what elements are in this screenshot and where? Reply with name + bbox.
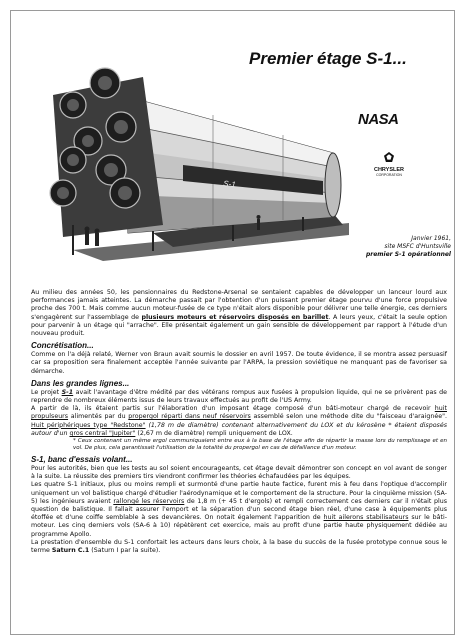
gl-p1-text: Le projet: [31, 388, 62, 396]
document-page: [10, 10, 455, 635]
be-p2-text-b: de 1,8 m (+ 45 t d'ergols) et rempli correctement ces derniers car il n'était plus question de balistique. Il fallait assurer l'emport et la séparation d'un second étage bien réel, d'une case à équipements plus étoffée et d'une coiffe semblable à ses devancières. On notait également l'apparition de: [31, 497, 447, 522]
intro-paragraph: [31, 289, 447, 338]
nasa-logo: NASA: [358, 111, 399, 128]
hull-marking: S-1: [222, 179, 237, 190]
section-heading-grandes-lignes: Dans les grandes lignes...: [31, 378, 130, 388]
section-heading-concretisation: Concrétisation...: [31, 341, 94, 351]
be-p3-text-b: (Saturn I par la suite).: [89, 547, 161, 555]
chrysler-sub: CORPORATION: [376, 173, 402, 177]
intro-text-end: . A leurs yeux, c'était la seule option pour parvenir à un étage qui "arrache". Elle présentait également un gain sensible de développement par rapport à l'étude d'un nouveau produit.: [31, 313, 447, 338]
article-body: [31, 289, 447, 555]
be-p2-text-c: sur le bâti-moteur. Les cinq derniers vols (SA-6 à 10) répètèrent cet exercice, mais au profit d'une partie haute physiquement dédiée au programme Apollo.: [31, 514, 447, 538]
photo-caption: [331, 235, 451, 259]
gl-p2-text-e: (2,67 m de diamètre) rempli uniquement de LOX.: [135, 429, 293, 437]
be-p2-text-a: Les quatre S-1 initiaux, plus ou moins rempli et surmonté d'une partie haute factice, furent mis à feu dans l'optique d'accomplir uniquement un vol balistique chargé d'étudier l'aérodynamique et le comportement de la structure. Pour la cinquième mission (SA-5) les ingénieurs avaient: [31, 481, 447, 505]
intro-emphasis: plusieurs moteurs et réservoirs disposés en barillet: [141, 313, 329, 321]
be-p2-emphasis-1: rallongé les réservoirs: [113, 497, 185, 505]
banc-essais-paragraph-2: [31, 481, 447, 538]
section-heading-banc-essais: S-1, banc d'essais volant...: [31, 455, 133, 465]
footnote: * Ceux contenant un même ergol communiquaient entre eux à la base de l'étage afin de répartir la masse lors du remplissage et en vol. De plus, cela garantissait l'utilisation de la totalité du propergol en cas de défaillance d'un moteur.: [73, 438, 447, 452]
gl-p2-text-d: (1,78 m de diamètre) contenant alternativement du LOX et du kérosène * étaient disposés autour d'un: [31, 421, 447, 437]
chrysler-name: CHRYSLER: [373, 167, 405, 173]
caption-date: Janvier 1961,: [411, 235, 451, 242]
gl-p2-emphasis-4: gros central "Jupiter": [69, 429, 136, 437]
gl-p2-emphasis-3: Huit périphériques type "Redstone": [31, 421, 146, 429]
gl-p1-text-end: avait l'avantage d'être médité par des vétérans rompus aux fusées à propulsion liquide, qui ne se privèrent pas de reprendre de nombreux éléments issus de leurs travaux effectués au profit de l'US Army.: [31, 388, 447, 405]
be-p3-emphasis: Saturn C.1: [51, 547, 90, 555]
be-p2-emphasis-2: huit ailerons stabilisateurs: [323, 514, 409, 522]
grandes-lignes-paragraph-2: [31, 405, 447, 438]
pentastar-icon: [384, 152, 394, 162]
gl-p2-text-b: alimentés par du: [68, 413, 129, 421]
chrysler-logo: [367, 148, 411, 177]
banc-essais-paragraph-3: [31, 539, 447, 555]
rocket-stage-photo: [33, 55, 349, 263]
banc-essais-paragraph-1: Pour les autorités, bien que les tests au sol soient encourageants, cet étage devait démontrer son concept en vol avant de songer à la suite. La réussite des premiers tirs viendront confirmer les théories échafaudées par les équipes.: [31, 465, 447, 481]
gl-p1-emphasis: S-1: [61, 388, 74, 396]
gl-p2-text-a: A partir de là, ils étaient partis sur l'élaboration d'un imposant étage composé d'un bâti-moteur chargé de recevoir: [31, 405, 435, 413]
gl-p2-emphasis-1: huit propulseurs: [31, 405, 447, 421]
caption-site: site MSFC d'Huntsville: [384, 243, 451, 250]
gl-p2-text-c: assemblé selon une méthode dite du "faisceau d'araignée".: [250, 413, 447, 421]
be-p3-text-a: La prestation d'ensemble du S-1 confortait les acteurs dans leurs choix, à la base du succès de la fusée prototype connue sous le terme: [31, 538, 447, 555]
gl-p2-emphasis-2: propergol réparti dans neuf réservoirs: [128, 413, 251, 421]
grandes-lignes-paragraph-1: [31, 389, 447, 405]
page-title: Premier étage S-1...: [249, 49, 407, 68]
caption-subject: premier S-1 opérationnel: [365, 251, 451, 258]
intro-text: Au milieu des années 50, les pensionnaires du Redstone-Arsenal se sentaient capables de développer un lanceur lourd aux performances jamais atteintes. La démarche passait par l'obtention d'un puissant premier étage pourvu d'une force propulsive proche des 700 t. Mais comme aucun moteur-fusée de ce type n'était alors disponible pour délivrer une telle énergie, ces derniers s'engagèrent sur l'assemblage de: [31, 289, 447, 321]
concretisation-paragraph: Comme on l'a déjà relaté, Werner von Braun avait soumis le dossier en avril 1957. De toute évidence, il se montra assez persuasif car sa proposition sera finalement acceptée l'année suivante par l'ARPA, la pression soviétique ne manquant pas de favoriser sa démarche.: [31, 351, 447, 375]
